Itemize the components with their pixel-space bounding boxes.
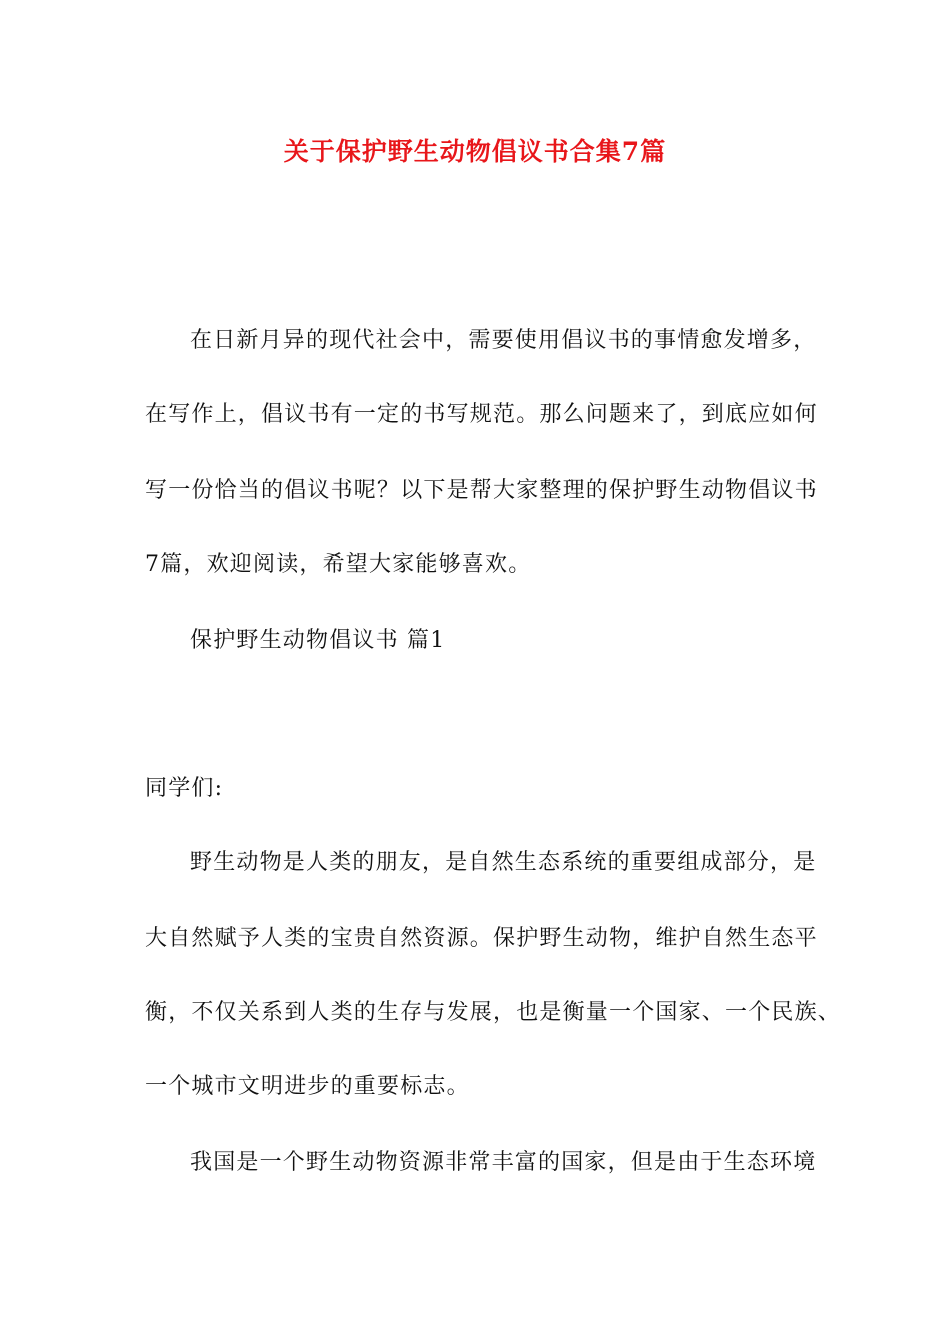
salutation: 同学们: — [145, 776, 224, 801]
paragraph-line: 在写作上，倡议书有一定的书写规范。那么问题来了，到底应如何 — [145, 402, 818, 427]
paragraph-line: 写一份恰当的倡议书呢？以下是帮大家整理的保护野生动物倡议书 — [145, 478, 818, 503]
paragraph-line: 我国是一个野生动物资源非常丰富的国家，但是由于生态环境 — [190, 1150, 817, 1175]
document-title: 关于保护野生动物倡议书合集7篇 — [283, 137, 667, 166]
paragraph-line: 野生动物是人类的朋友，是自然生态系统的重要组成部分，是 — [190, 850, 817, 875]
paragraph-line: 7篇，欢迎阅读，希望大家能够喜欢。 — [145, 552, 532, 577]
paragraph-line: 一个城市文明进步的重要标志。 — [145, 1074, 470, 1099]
paragraph-line: 大自然赋予人类的宝贵自然资源。保护野生动物，维护自然生态平 — [145, 926, 818, 951]
paragraph-line: 衡，不仅关系到人类的生存与发展，也是衡量一个国家、一个民族、 — [145, 1000, 842, 1025]
section-heading: 保护野生动物倡议书 篇1 — [190, 628, 446, 653]
paragraph-line: 在日新月异的现代社会中，需要使用倡议书的事情愈发增多， — [190, 328, 817, 353]
